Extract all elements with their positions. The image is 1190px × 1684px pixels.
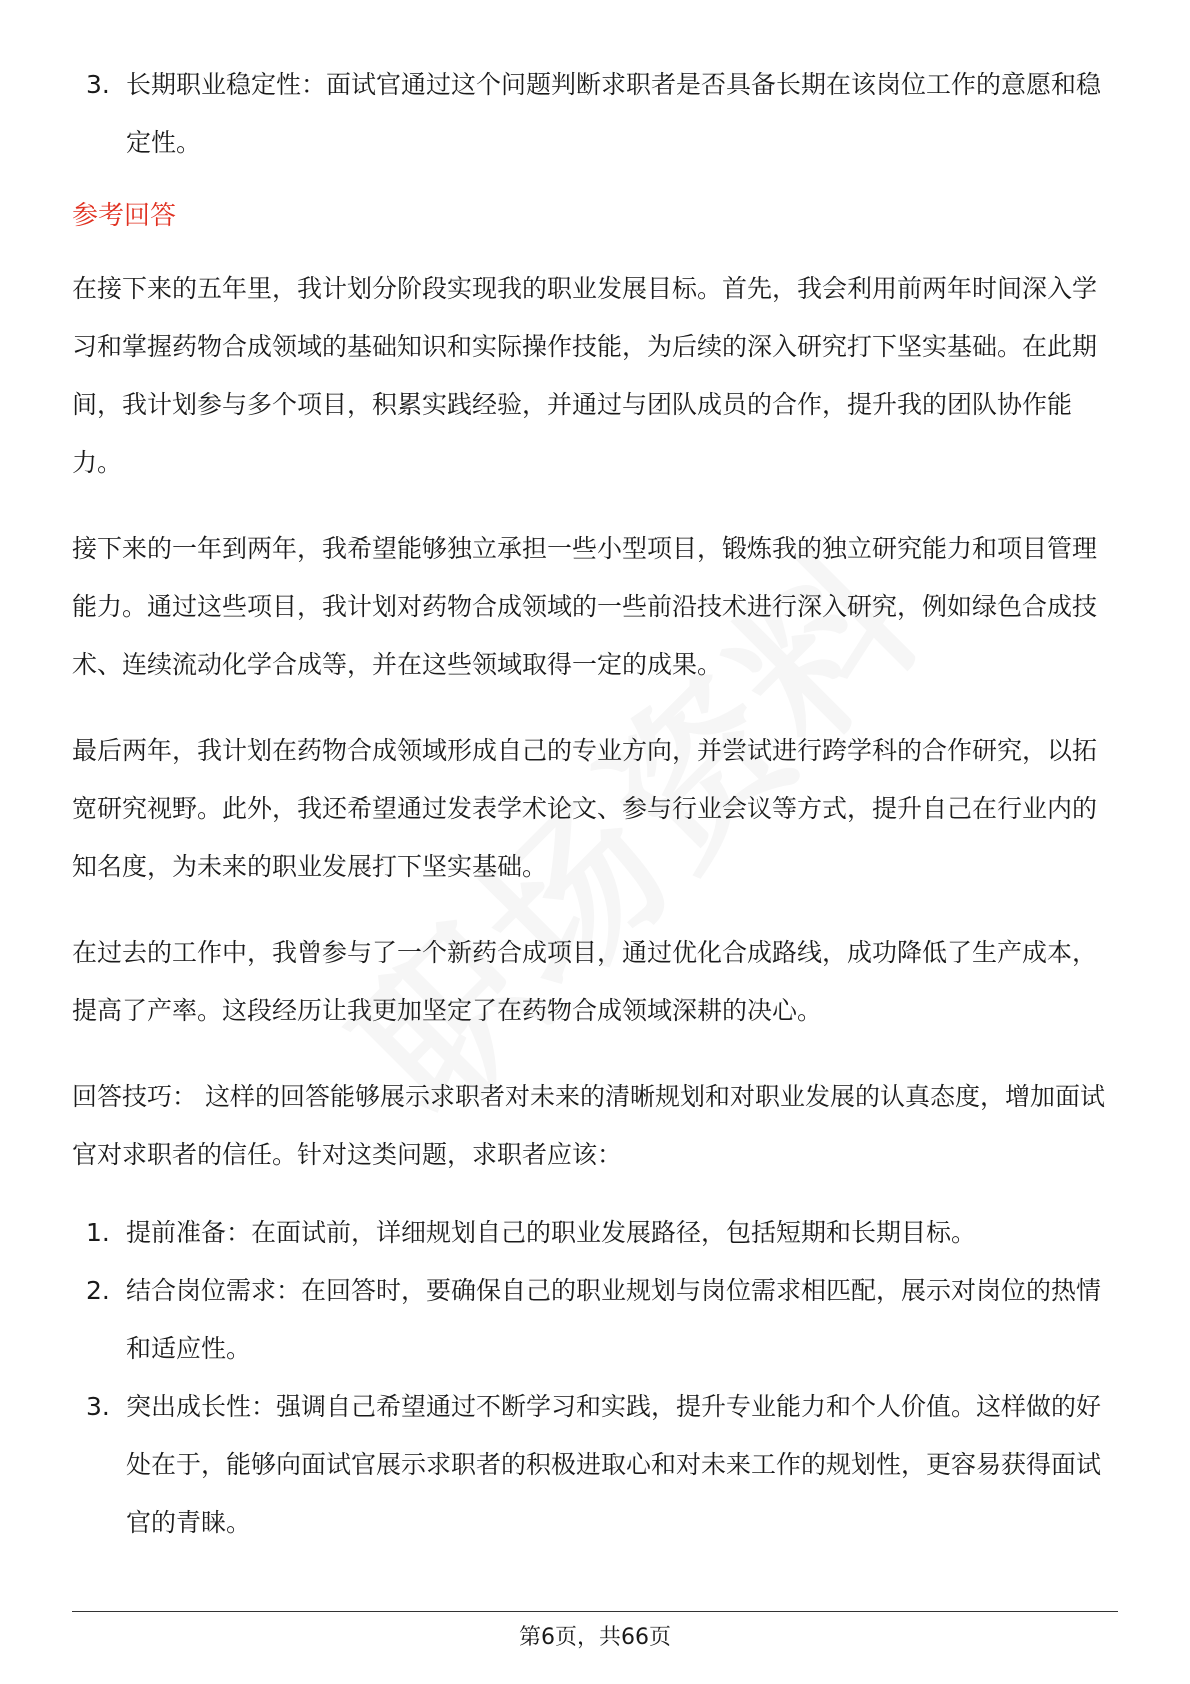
answer-paragraph-1: 在接下来的五年里，我计划分阶段实现我的职业发展目标。首先，我会利用前两年时间深入学习和掌握药物合成领域的基础知识和实际操作技能，为后续的深入研究打下坚实基础。在此期间，我计划参与多个项目，积累实践经验，并通过与团队成员的合作，提升我的团队协作能力。 — [72, 274, 1098, 477]
list-text: 长期职业稳定性：面试官通过这个问题判断求职者是否具备长期在该岗位工作的意愿和稳定性。 — [126, 70, 1102, 157]
page-content — [72, 56, 1118, 1552]
page-number: 第6页，共66页 — [519, 1625, 671, 1650]
list-text: 结合岗位需求：在回答时，要确保自己的职业规划与岗位需求相匹配，展示对岗位的热情和适应性。 — [126, 1276, 1102, 1363]
list-text: 提前准备：在面试前，详细规划自己的职业发展路径，包括短期和长期目标。 — [126, 1218, 977, 1247]
tip-item-1 — [72, 1204, 1118, 1262]
tip-item-2 — [72, 1262, 1118, 1378]
list-number: 2. — [86, 1276, 110, 1305]
answer-paragraph-3: 最后两年，我计划在药物合成领域形成自己的专业方向，并尝试进行跨学科的合作研究，以拓宽研究视野。此外，我还希望通过发表学术论文、参与行业会议等方式，提升自己在行业内的知名度，为未来的职业发展打下坚实基础。 — [72, 736, 1098, 881]
list-number: 3. — [86, 70, 110, 99]
list-number: 3. — [86, 1392, 110, 1421]
reference-answer-heading: 参考回答 — [72, 201, 177, 231]
list-text: 突出成长性：强调自己希望通过不断学习和实践，提升专业能力和个人价值。这样做的好处在于，能够向面试官展示求职者的积极进取心和对未来工作的规划性，更容易获得面试官的青睐。 — [126, 1392, 1102, 1537]
tip-item-3 — [72, 1378, 1118, 1552]
footer-divider — [72, 1611, 1118, 1612]
list-number: 1. — [86, 1218, 110, 1247]
answer-tips-intro: 回答技巧： 这样的回答能够展示求职者对未来的清晰规划和对职业发展的认真态度，增加面试官对求职者的信任。针对这类问题，求职者应该： — [72, 1082, 1105, 1169]
question-purpose-item-3 — [72, 56, 1118, 172]
answer-paragraph-4: 在过去的工作中，我曾参与了一个新药合成项目，通过优化合成路线，成功降低了生产成本，提高了产率。这段经历让我更加坚定了在药物合成领域深耕的决心。 — [72, 938, 1098, 1025]
answer-paragraph-2: 接下来的一年到两年，我希望能够独立承担一些小型项目，锻炼我的独立研究能力和项目管理能力。通过这些项目，我计划对药物合成领域的一些前沿技术进行深入研究，例如绿色合成技术、连续流动化学合成等，并在这些领域取得一定的成果。 — [72, 534, 1098, 679]
